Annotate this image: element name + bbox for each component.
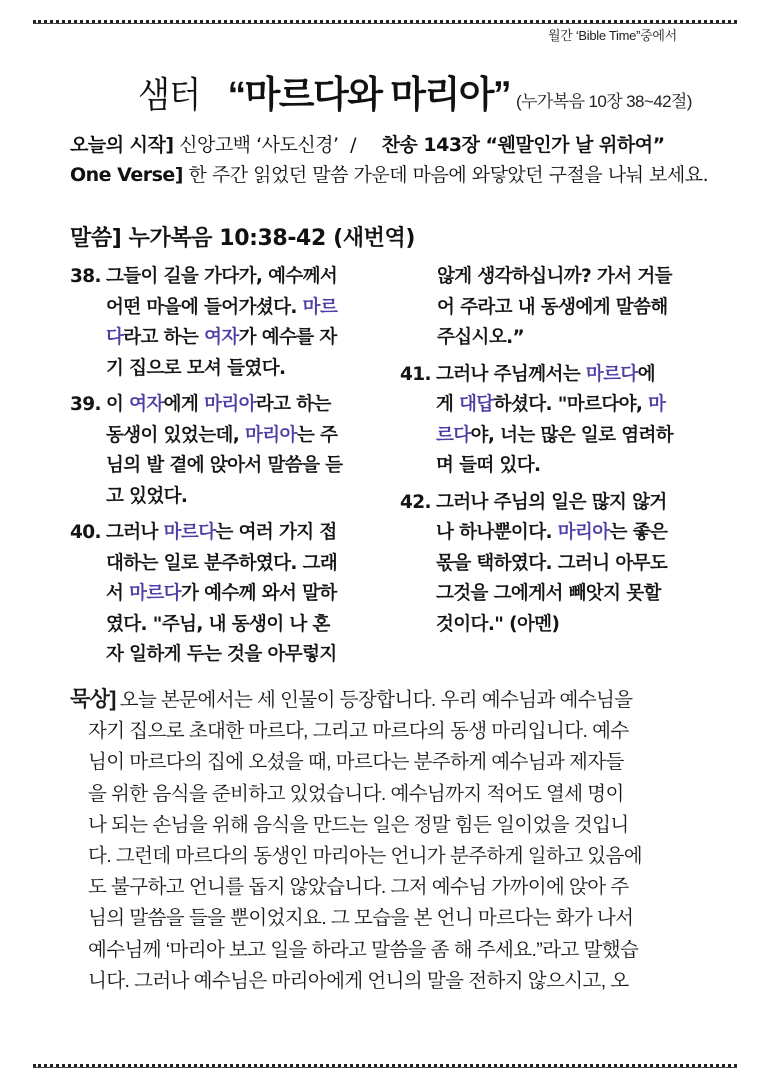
highlighted-name: 마르다 <box>129 583 181 604</box>
verse-text: 그러나 주님께서는 <box>436 363 586 385</box>
meditation-text: 예수님께 ‘마리아 보고 일을 하라고 말씀을 좀 해 주세요.”라고 말했습 <box>88 938 639 961</box>
verse-text: 않게 생각하십니까? 가서 거들 <box>437 266 672 287</box>
meditation-line <box>70 935 740 966</box>
verse-line <box>106 451 380 482</box>
meditation-line <box>70 747 740 778</box>
meditation-line <box>70 716 740 747</box>
meditation-text: 자기 집으로 초대한 마르다, 그리고 마르다의 동생 마리입니다. 예수 <box>88 720 629 743</box>
verse-text: 그들이 길을 가다가, 예수께서 <box>106 266 338 287</box>
meditation-text: 을 위한 음식을 준비하고 있었습니다. 예수님까지 적어도 열세 명이 <box>88 782 624 805</box>
verse-40 <box>70 518 380 671</box>
highlighted-name: 마리아 <box>245 424 297 446</box>
highlighted-name: 대답 <box>459 394 494 415</box>
meditation-text: 다. 그런데 마르다의 동생인 마리아는 언니가 분주하게 일하고 있음에 <box>88 845 642 868</box>
verse-text: 대하는 일로 분주하였다. 그래 <box>106 552 338 574</box>
opening-separator: / <box>350 134 357 156</box>
meditation-line <box>70 779 740 810</box>
verse-text: 며 들떠 있다. <box>436 455 541 476</box>
verse-text: 게 <box>436 394 460 415</box>
one-verse-text: 한 주간 읽었던 말씀 가운데 마음에 와닿았던 구절을 나눠 보세요. <box>188 164 709 186</box>
verse-text: 서 <box>106 583 130 604</box>
verse-number: 40. <box>70 522 101 543</box>
highlighted-name: 마르다 <box>585 363 638 385</box>
opening-label: 오늘의 시작] <box>70 134 174 156</box>
highlighted-name: 마 <box>648 394 666 415</box>
verse-text: 몫을 택하였다. 그러니 아무도 <box>436 552 668 574</box>
meditation-line <box>70 810 740 841</box>
verse-text: 가 예수께 와서 말하 <box>180 583 337 604</box>
verse-text: 주십시오.” <box>437 327 525 348</box>
top-divider-rule <box>33 20 737 23</box>
scripture-heading: 말씀] 누가복음 10:38-42 (새번역) <box>70 226 415 251</box>
verse-line <box>437 323 710 354</box>
title-main: “마르다와 마리아” <box>227 74 511 115</box>
verse-line <box>106 579 380 610</box>
scripture-column-right <box>400 262 710 646</box>
scripture-column-left <box>70 262 380 677</box>
verse-text: 하셨다. "마르다야, <box>493 394 649 415</box>
one-verse-label: One Verse] <box>70 164 183 186</box>
highlighted-name: 마리아 <box>204 394 256 415</box>
highlighted-name: 여자 <box>129 394 164 415</box>
page-title <box>138 64 692 118</box>
verse-41 <box>400 360 710 482</box>
highlighted-name: 마르다 <box>163 522 216 543</box>
verse-line <box>436 390 710 421</box>
highlighted-name: 여자 <box>204 327 239 348</box>
opening-hymn: 찬송 143장 “웬말인가 날 위하여” <box>381 134 665 156</box>
verse-line <box>106 262 380 293</box>
meditation-text: 니다. 그러나 예수님은 마리아에게 언니의 말을 전하지 않으시고, 오 <box>88 969 629 992</box>
verse-line <box>106 549 380 580</box>
highlighted-name: 르다 <box>436 424 471 446</box>
verse-text: 고 있었다. <box>106 485 188 507</box>
verse-text: 어떤 마을에 들어가셨다. <box>106 296 303 318</box>
verse-text: 것이다." (아멘) <box>436 613 560 635</box>
verse-line <box>106 323 380 354</box>
meditation-line <box>70 684 740 716</box>
bottom-divider-rule <box>33 1064 737 1067</box>
title-reference: (누가복음 10장 38~42절) <box>516 92 692 111</box>
verse-line <box>106 293 380 324</box>
meditation-line <box>70 903 740 934</box>
verse-line <box>106 390 380 421</box>
verse-text: 동생이 있었는데, <box>106 424 246 446</box>
verse-line <box>106 610 380 641</box>
verse-line <box>106 354 380 385</box>
verse-text: 는 여러 가지 접 <box>215 522 337 543</box>
one-verse-line <box>70 160 708 187</box>
meditation-line <box>70 966 740 997</box>
verse-line <box>436 488 710 519</box>
verse-text: 이 <box>106 394 130 415</box>
opening-line <box>70 130 665 157</box>
verse-text: 님의 발 곁에 앉아서 말씀을 듣 <box>106 455 343 476</box>
meditation-text: 님의 말씀을 들을 뿐이었지요. 그 모습을 본 언니 마르다는 화가 나서 <box>88 907 634 930</box>
verse-text: 는 주 <box>296 424 338 446</box>
verse-continuation <box>400 262 710 354</box>
verse-text: 에게 <box>163 394 205 415</box>
verse-line <box>436 610 710 641</box>
verse-text: 자 일하게 두는 것을 아무렇지 <box>106 644 337 665</box>
verse-line <box>437 293 710 324</box>
verse-line <box>436 360 710 391</box>
meditation-line <box>70 841 740 872</box>
verse-line <box>106 421 380 452</box>
verse-39 <box>70 390 380 512</box>
verse-number: 39. <box>70 394 101 415</box>
meditation-text: 오늘 본문에서는 세 인물이 등장합니다. 우리 예수님과 예수님을 <box>119 689 633 711</box>
verse-number: 38. <box>70 266 101 287</box>
meditation-text: 나 되는 손님을 위해 음식을 만드는 일은 정말 힘든 일이었을 것입니 <box>88 813 629 836</box>
verse-text: 였다. "주님, 내 동생이 나 혼 <box>106 613 330 635</box>
verse-number: 41. <box>400 363 431 385</box>
verse-text: 라고 하는 <box>123 327 205 348</box>
highlighted-name: 마리아 <box>557 522 610 543</box>
highlighted-name: 다 <box>106 327 124 348</box>
verse-text: 라고 하는 <box>255 394 331 415</box>
verse-number: 42. <box>400 491 431 513</box>
verse-line <box>106 482 380 513</box>
verse-line <box>437 262 710 293</box>
meditation-line <box>70 872 740 903</box>
verse-text: 어 주라고 내 동생에게 말씀해 <box>437 296 668 318</box>
highlighted-name: 마르 <box>302 296 338 318</box>
source-note: 월간 ‘Bible Time”중에서 <box>548 28 677 43</box>
verse-text: 에 <box>637 363 655 385</box>
verse-text: 는 좋은 <box>609 522 668 543</box>
verse-text: 그것을 그에게서 빼앗지 못할 <box>436 583 661 604</box>
verse-line <box>436 451 710 482</box>
verse-text: 가 예수를 자 <box>238 327 337 348</box>
verse-line <box>436 518 710 549</box>
verse-text: 그러나 <box>106 522 164 543</box>
verse-text: 그러나 주님의 일은 많지 않거 <box>436 491 667 513</box>
meditation-section <box>70 684 740 997</box>
verse-38 <box>70 262 380 384</box>
verse-text: 야, 너는 많은 일로 염려하 <box>470 424 674 446</box>
verse-42 <box>400 488 710 641</box>
verse-text: 나 하나뿐이다. <box>436 522 558 543</box>
meditation-label: 묵상] <box>70 688 116 711</box>
meditation-text: 님이 마르다의 집에 오셨을 때, 마르다는 분주하게 예수님과 제자들 <box>88 751 624 774</box>
verse-line <box>106 518 380 549</box>
meditation-text: 도 불구하고 언니를 돕지 않았습니다. 그저 예수님 가까이에 앉아 주 <box>88 876 629 899</box>
verse-line <box>106 640 380 671</box>
title-series: 샘터 <box>138 74 201 115</box>
verse-line <box>436 549 710 580</box>
verse-text: 기 집으로 모셔 들였다. <box>106 357 286 379</box>
verse-line <box>436 421 710 452</box>
verse-line <box>436 579 710 610</box>
opening-creed: 신앙고백 ‘사도신경’ <box>179 134 339 156</box>
